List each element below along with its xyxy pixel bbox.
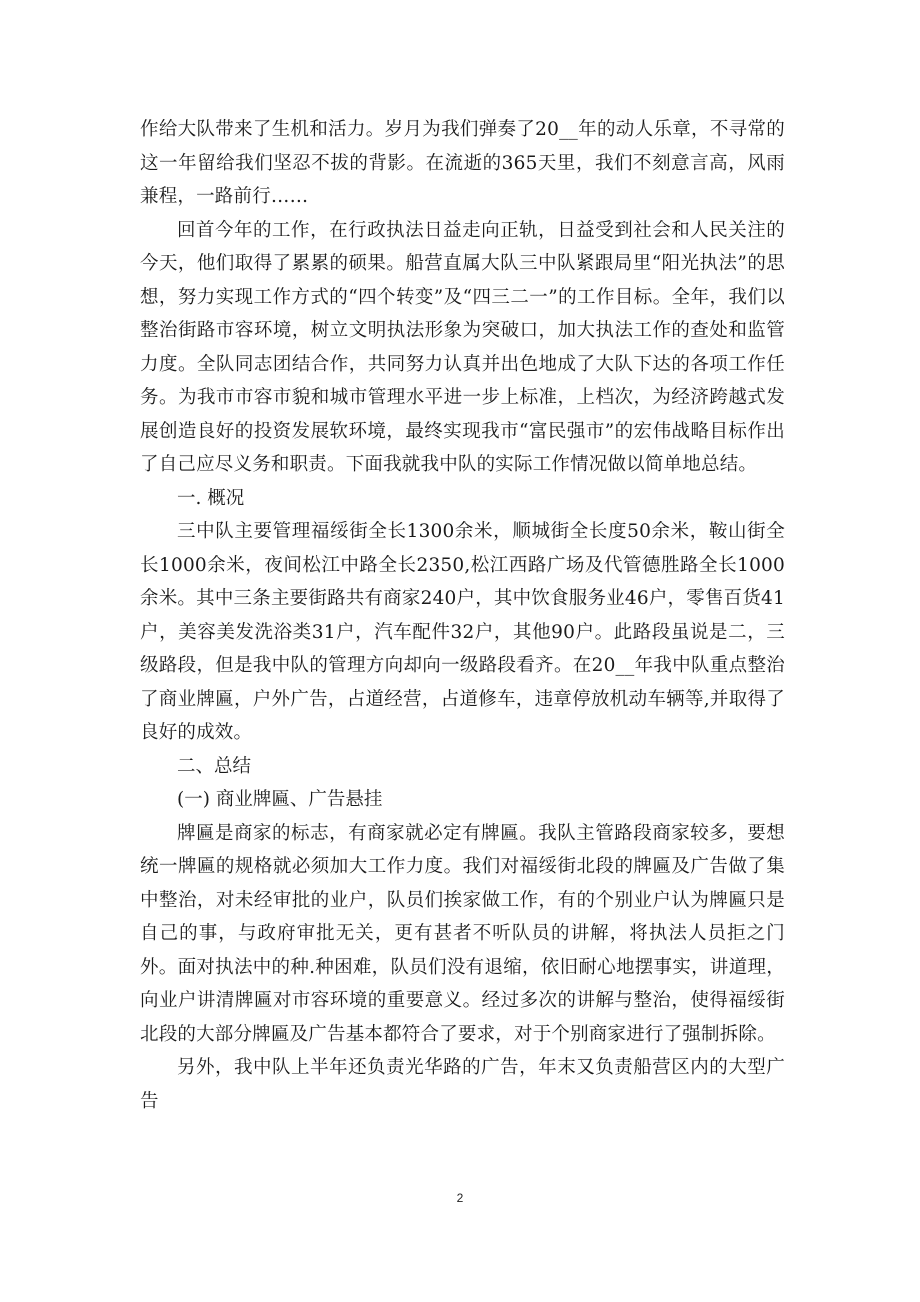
document-body [140, 113, 785, 1118]
subsection-heading-signs: (一) 商业牌匾、广告悬挂 [177, 789, 383, 810]
section-heading-summary: 二、总结 [177, 755, 252, 777]
page-number: 2 [456, 1191, 464, 1205]
paragraph-signs: 牌匾是商家的标志，有商家就必定有牌匾。我队主管路段商家较多，要想统一牌匾的规格就必须加大工作力度。我们对福绥街北段的牌匾及广告做了集中整治，对未经审批的业户，队员们挨家做工作，有的个别业户认为牌匾只是自己的事，与政府审批无关，更有甚者不听队员的讲解，将执法人员拒之门外。面对执法中的种.种困难，队员们没有退缩，依旧耐心地摆事实，讲道理，向业户讲清牌匾对市容环境的重要意义。经过多次的讲解与整治，使得福绥街北段的大部分牌匾及广告基本都符合了要求，对于个别商家进行了强制拆除。 [140, 822, 785, 1045]
paragraph-intro-continued: 作给大队带来了生机和活力。岁月为我们弹奏了20__年的动人乐章，不寻常的这一年留给我们坚忍不拔的背影。在流逝的365天里，我们不刻意言高，风雨兼程，一路前行…… [140, 119, 785, 207]
paragraph-overview: 三中队主要管理福绥街全长1300余米，顺城街全长度50余米，鞍山街全长1000余米，夜间松江中路全长2350,松江西路广场及代管德胜路全长1000余米。其中三条主要街路共有商家240户，其中饮食服务业46户，零售百货41户，美容美发洗浴类31户，汽车配件32户，其他90户。此路段虽说是二，三级路段，但是我中队的管理方向却向一级路段看齐。在20__年我中队重点整治了商业牌匾，户外广告，占道经营，占道修车，违章停放机动车辆等,并取得了良好的成效。 [140, 521, 785, 743]
paragraph-review: 回首今年的工作，在行政执法日益走向正轨，日益受到社会和人民关注的今天，他们取得了累累的硕果。船营直属大队三中队紧跟局里“阳光执法”的思想，努力实现工作方式的“四个转变”及“四三二一”的工作目标。全年，我们以整治街路市容环境，树立文明执法形象为突破口，加大执法工作的查处和监管力度。全队同志团结合作，共同努力认真并出色地成了大队下达的各项工作任务。为我市市容市貌和城市管理水平进一步上标准，上档次，为经济跨越式发展创造良好的投资发展软环境，最终实现我市“富民强市”的宏伟战略目标作出了自己应尽义务和职责。下面我就我中队的实际工作情况做以简单地总结。 [140, 219, 785, 475]
paragraph-other: 另外，我中队上半年还负责光华路的广告，年末又负责船营区内的大型广告 [140, 1057, 785, 1112]
section-heading-overview: 一. 概况 [177, 487, 245, 509]
